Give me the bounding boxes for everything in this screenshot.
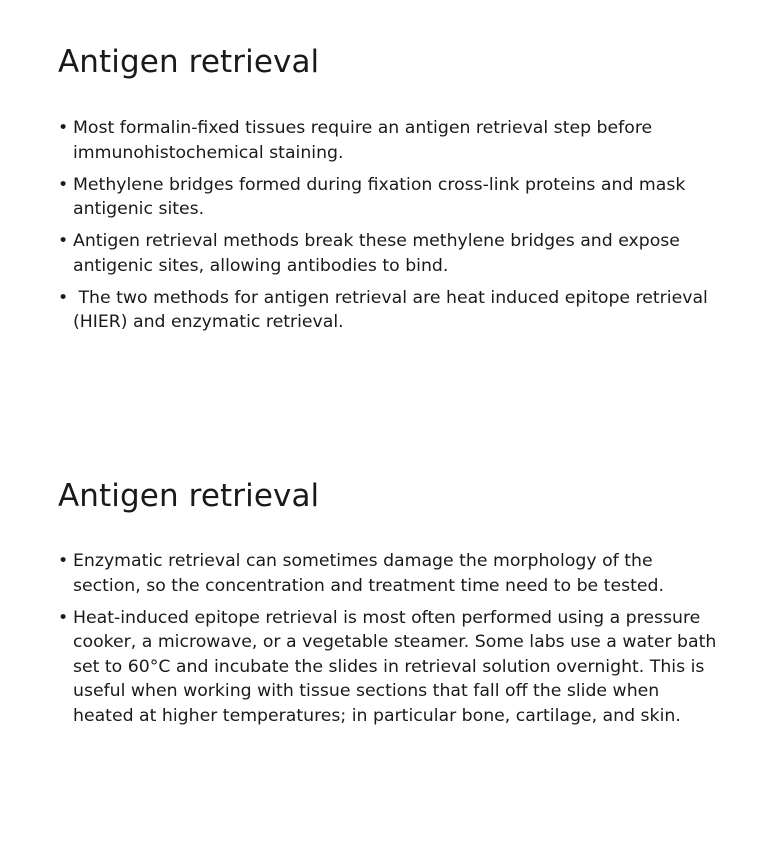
bullet-list xyxy=(58,549,718,736)
slide-title: Antigen retrieval xyxy=(58,44,320,80)
bullet-item: • The two methods for antigen retrieval are heat induced epitope retrieval (HIER) and enzymatic retrieval. xyxy=(58,286,718,335)
bullet-item: • Antigen retrieval methods break these methylene bridges and expose antigenic sites, allowing antibodies to bind. xyxy=(58,229,718,278)
bullet-item: • Methylene bridges formed during fixation cross-link proteins and mask antigenic sites. xyxy=(58,173,718,222)
bullet-list xyxy=(58,116,718,342)
bullet-item: • Enzymatic retrieval can sometimes damage the morphology of the section, so the concentration and treatment time need to be tested. xyxy=(58,549,718,598)
bullet-item: • Most formalin-fixed tissues require an antigen retrieval step before immunohistochemical staining. xyxy=(58,116,718,165)
slide-1 xyxy=(0,0,768,430)
bullet-item: • Heat-induced epitope retrieval is most often performed using a pressure cooker, a microwave, or a vegetable steamer. Some labs use a water bath set to 60°C and incubate the slides in retrieval solution overnight. This is useful when working with tissue sections that fall off the slide when heated at higher temperatures; in particular bone, cartilage, and skin. xyxy=(58,606,718,729)
slide-2 xyxy=(0,433,768,866)
slide-title: Antigen retrieval xyxy=(58,478,320,514)
